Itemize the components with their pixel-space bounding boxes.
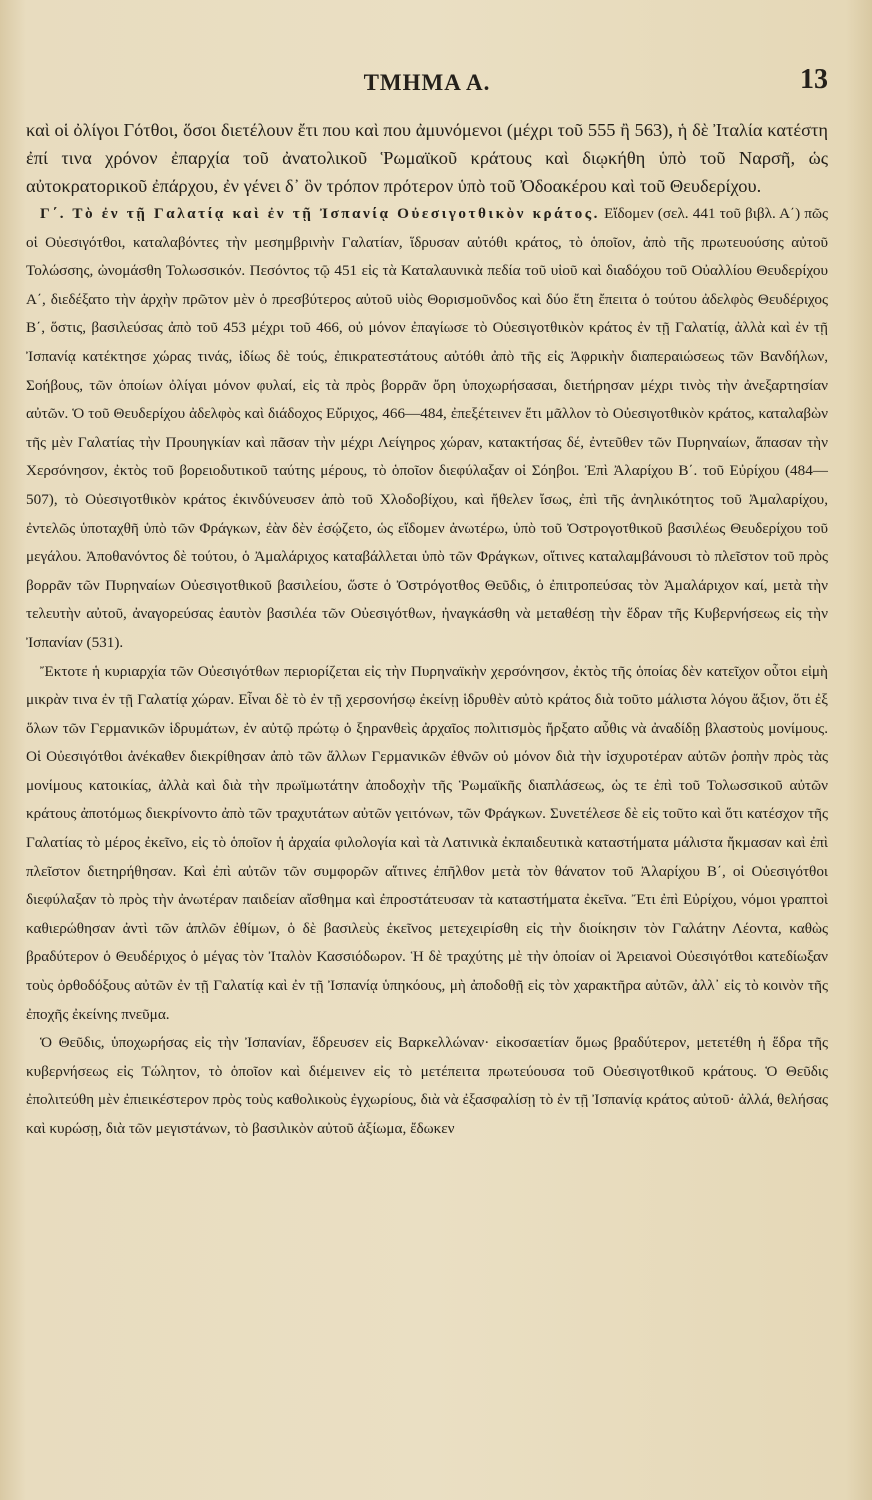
section-heading: Γ΄. Τὸ ἐν τῇ Γαλατίᾳ καὶ ἐν τῇ Ἰσπανίᾳ Οὐεσιγοτθικὸν κράτος.	[40, 205, 600, 222]
paragraph-section-gamma	[26, 200, 828, 658]
running-title: ΤΜΗΜΑ Α.	[363, 70, 491, 95]
paragraph-since-then: Ἔκτοτε ἡ κυριαρχία τῶν Οὐεσιγότθων περιορίζεται εἰς τὴν Πυρηναϊκὴν χερσόνησον, ἐκτὸς τῆς ὁποίας δὲν κατεῖχον οὗτοι εἰμὴ μικρὰν τινα ἐν τῇ Γαλατίᾳ χώραν. Εἶναι δὲ τὸ ἐν τῇ χερσονήσῳ ἐκείνῃ ἱδρυθὲν αὐτὸ κράτος διὰ τοῦτο μάλιστα λόγου ἄξιον, ὅτι ἐξ ὅλων τῶν Γερμανικῶν ἱδρυμάτων, ἐν αὐτῷ πρώτῳ ὁ ξηρανθεὶς ἀρχαῖος πολιτισμὸς ἤρξατο αὖθις νὰ ἀναδίδῃ βλαστοὺς μονίμους. Οἱ Οὐεσιγότθοι ἀνέκαθεν διεκρίθησαν ἀπὸ τῶν ἄλλων Γερμανικῶν ἐθνῶν οὐ μόνον διὰ τὴν ἰσχυροτέραν αὐτῶν ῥοπὴν πρὸς τὰς μονίμους κατοικίας, ἀλλὰ καὶ διὰ τὴν πρωϊμωτάτην ἀποδοχὴν τῆς Ῥωμαϊκῆς διαπλάσεως, ὡς τε ἐπὶ τοῦ Τολωσσικοῦ αὐτῶν κράτους ἀποτόμως διεκρίνοντο ἀπὸ τῶν τραχυτάτων αὐτῶν γειτόνων, τῶν Φράγκων. Συνετέλεσε δὲ εἰς τοῦτο καὶ ὅτι κατέσχον τῆς Γαλατίας τὸ μέρος ἐκεῖνο, εἰς τὸ ὁποῖον ἡ ἀρχαία φιλολογία καὶ τὰ Λατινικὰ ἐκπαιδευτικὰ καταστήματα μάλιστα ἤκμασαν καὶ ἐπὶ πλεῖστον διετηρήθησαν. Καὶ ἐπὶ αὐτῶν τῶν συμφορῶν αἵτινες ἐπῆλθον μετὰ τὸν θάνατον τοῦ Ἀλαρίχου Β΄, οἱ Οὐεσιγότθοι διεφύλαξαν τὸ πρὸς τὴν ἀνωτέραν παιδείαν αἴσθημα καὶ ἐπροστάτευσαν τὰ καταστήματα ἐκεῖνα. Ἔτι ἐπὶ Εὐρίχου, νόμοι γραπτοὶ καθιερώθησαν ἀντὶ τῶν ἁπλῶν ἐθίμων, ὁ δὲ βασιλεὺς ἐκεῖνος μετεχειρίσθη εἰς τὴν διοίκησιν τὸν Γαλάτην Λέοντα, καθὼς βραδύτερον ὁ Θευδέριχος ὁ μέγας τὸν Ἰταλὸν Κασσιόδωρον. Ἡ δὲ τραχύτης μὲ τὴν ὁποίαν οἱ Ἀρειανοὶ Οὐεσιγότθοι κατεδίωξαν τοὺς ὀρθοδόξους αὐτῶν ἐν τῇ Γαλατίᾳ καὶ ἐν τῇ Ἰσπανίᾳ ὑπηκόους, μὴ ἀποδοθῇ εἰς τὸν χαρακτῆρα αὐτῶν, ἀλλ᾽ εἰς τὸ κοινὸν τῆς ἐποχῆς ἐκείνης πνεῦμα.	[26, 662, 828, 1023]
section-body: Εἴδομεν (σελ. 441 τοῦ βιβλ. Α΄) πῶς οἱ Οὐεσιγότθοι, καταλαβόντες τὴν μεσημβρινὴν Γαλατίαν, ἵδρυσαν αὐτόθι κράτος, τὸ ὁποῖον, ἀπὸ τῆς πρωτευούσης αὐτοῦ Τολώσσης, ὠνομάσθη Τολωσσικόν. Πεσόντος τῷ 451 εἰς τὰ Καταλαυνικὰ πεδία τοῦ υἱοῦ καὶ διαδόχου τοῦ Οὐαλλίου Θευδερίχου Α΄, διεδέξατο τὴν ἀρχὴν πρῶτον μὲν ὁ πρεσβύτερος αὐτοῦ υἱὸς Θορισμοῦνδος καὶ δύο ἔτη ἔπειτα ὁ τούτου ἀδελφὸς Θευδέριχος Β΄, ὅστις, βασιλεύσας ἀπὸ τοῦ 453 μέχρι τοῦ 466, οὐ μόνον ἐπαγίωσε τὸ Οὐεσιγοτθικὸν κράτος ἐν τῇ Γαλατίᾳ, ἀλλὰ καὶ ἐν τῇ Ἰσπανίᾳ κατέκτησε χώρας τινάς, ἰδίως δὲ τούς, ἐπικρατεστάτους αὐτόθι ἀπὸ τῆς εἰς Ἀφρικὴν διαπεραιώσεως τῶν Βανδήλων, Σοήβους, τῶν ὁποίων ὀλίγαι μόνον φυλαί, εἰς τὰ πρὸς βορρᾶν ὄρη ὑποχωρήσασαι, διετήρησαν μέχρι τινὸς τὴν ἀνεξαρτησίαν αὐτῶν. Ὁ τοῦ Θευδερίχου ἀδελφὸς καὶ διάδοχος Εὔριχος, 466—484, ἐπεξέτεινεν ἔτι μᾶλλον τὸ Οὐεσιγοτθικὸν κράτος, καταλαβὼν τῆς μὲν Γαλατίας τὴν Προυηγκίαν καὶ πᾶσαν τὴν μέχρι Λείγηρος χώραν, κατακτήσας δέ, ἐντεῦθεν τῶν Πυρηναίων, ἅπασαν τὴν Χερσόνησον, ἐκτὸς τοῦ βορειοδυτικοῦ ταύτης μέρους, τὸ ὁποῖον διεφύλαξαν οἱ Σόηβοι. Ἐπὶ Ἀλαρίχου Β΄. τοῦ Εὐρίχου (484—507), τὸ Οὐεσιγοτθικὸν κράτος ἐκινδύνευσεν ἀπὸ τοῦ Χλοδοβίχου, καὶ ἤθελεν ἴσως, ἐπὶ τῆς ἀνηλικότητος τοῦ Ἀμαλαρίχου, ἐντελῶς ὑποταχθῆ ὑπὸ τῶν Φράγκων, ἐὰν δὲν ἐσῴζετο, ὡς εἴδομεν ἀνωτέρω, ὑπὸ τοῦ Ὀστρογοτθικοῦ βασιλέως Θευδερίχου τοῦ μεγάλου. Ἀποθανόντος δὲ τούτου, ὁ Ἀμαλάριχος καταβάλλεται ὑπὸ τῶν Φράγκων, οἵτινες καταλαμβάνουσι τὸ πλεῖστον τοῦ πρὸς βορρᾶν τῶν Πυρηναίων Οὐεσιγοτθικοῦ βασιλείου, ὥστε ὁ Ὀστρόγοτθος Θεῦδις, ὁ ἐπιτροπεύσας τὸν Ἀμαλάριχον καί, μετὰ τὴν τελευτὴν αὐτοῦ, ἀναγορεύσας ἑαυτὸν βασιλέα τῶν Οὐεσιγότθων, ἠναγκάσθη νὰ μεταθέσῃ τὴν ἕδραν τῆς Κυβερνήσεως εἰς τὴν Ἰσπανίαν (531).	[26, 205, 829, 651]
paragraph-continuation: καὶ οἱ ὀλίγοι Γότθοι, ὅσοι διετέλουν ἔτι που καὶ που ἀμυνόμενοι (μέχρι τοῦ 555 ἢ 563), ἡ δὲ Ἰταλία κατέστη ἐπί τινα χρόνον ἐπαρχία τοῦ ἀνατολικοῦ Ῥωμαϊκοῦ κράτους καὶ διῳκήθη ὑπὸ τοῦ Ναρσῆ, ὡς αὐτοκρατορικοῦ ἐπάρχου, ἐν γένει δ᾽ ὃν τρόπον πρότερον ὑπὸ τοῦ Ὀδοακέρου καὶ τοῦ Θευδερίχου.	[26, 120, 828, 196]
page-header	[26, 62, 828, 116]
body-text	[26, 116, 828, 1144]
paragraph-theudis: Ὁ Θεῦδις, ὑποχωρήσας εἰς τὴν Ἰσπανίαν, ἕδρευσεν εἰς Βαρκελλώναν· εἰκοσαετίαν ὅμως βραδύτερον, μετετέθη ἡ ἕδρα τῆς κυβερνήσεως εἰς Τώλητον, τὸ ὁποῖον καὶ διέμεινεν εἰς τὸ μετέπειτα πρωτεύουσα τοῦ Οὐεσιγοτθικοῦ κράτους. Ὁ Θεῦδις ἐπολιτεύθη μὲν ἐπιεικέστερον πρὸς τοὺς καθολικοὺς ἐγχωρίους, διὰ νὰ ἐξασφαλίσῃ τὸ ἐν τῇ Ἰσπανίᾳ κράτος αὐτοῦ· ἀλλά, θελήσας καὶ κυρώσῃ, διὰ τῶν μεγιστάνων, τὸ βασιλικὸν αὐτοῦ ἀξίωμα, ἔδωκεν	[26, 1034, 828, 1137]
page-number: 13	[800, 64, 828, 95]
